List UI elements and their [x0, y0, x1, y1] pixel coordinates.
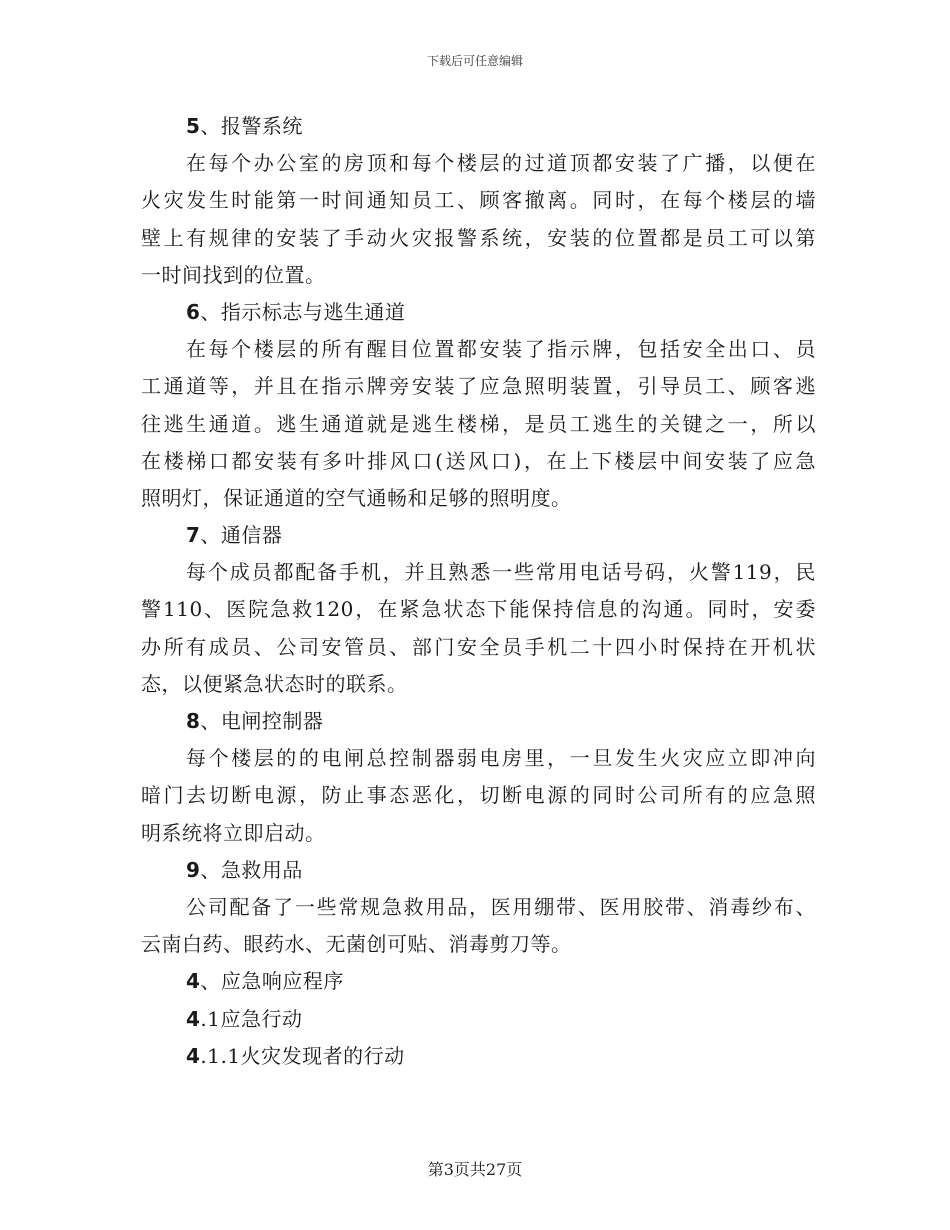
paragraph-line: 云南白药、眼药水、无菌创可贴、消毒剪刀等。 [141, 932, 572, 957]
section-heading: 7、通信器 [186, 523, 283, 548]
paragraph-line: 火灾发生时能第一时间通知员工、顾客撤离。同时，在每个楼层的墙 [141, 188, 816, 213]
paragraph-line: 暗门去切断电源，防止事态恶化，切断电源的同时公司所有的应急照 [141, 783, 816, 808]
page-number-footer: 第3页共27页 [427, 1160, 523, 1179]
paragraph-line: 每个楼层的的电闸总控制器弱电房里，一旦发生火灾应立即冲向 [186, 746, 816, 771]
paragraph-line: 态，以便紧急状态时的联系。 [141, 671, 408, 696]
paragraph-line: 工通道等，并且在指示牌旁安装了应急照明装置，引导员工、顾客逃 [141, 374, 816, 399]
paragraph-line: 在楼梯口都安装有多叶排风口(送风口)，在上下楼层中间安装了应急 [141, 448, 816, 473]
paragraph-line: 壁上有规律的安装了手动火灾报警系统，安装的位置都是员工可以第 [141, 225, 816, 250]
paragraph-line: 一时间找到的位置。 [141, 262, 326, 287]
paragraph-line: 明系统将立即启动。 [141, 820, 326, 845]
subsection-heading: 4.1.1火灾发现者的行动 [186, 1043, 405, 1068]
paragraph-line: 在每个楼层的所有醒目位置都安装了指示牌，包括安全出口、员 [186, 337, 816, 362]
paragraph-line: 每个成员都配备手机，并且熟悉一些常用电话号码，火警119，民 [186, 560, 816, 585]
paragraph-line: 往逃生通道。逃生通道就是逃生楼梯，是员工逃生的关键之一，所以 [141, 411, 816, 436]
paragraph-line: 照明灯，保证通道的空气通畅和足够的照明度。 [141, 485, 572, 510]
header-note: 下载后可任意编辑 [426, 54, 523, 68]
paragraph-line: 公司配备了一些常规急救用品，医用绷带、医用胶带、消毒纱布、 [186, 894, 816, 919]
section-heading: 9、急救用品 [186, 857, 303, 882]
section-heading: 5、报警系统 [186, 114, 303, 138]
document-body [141, 108, 816, 1075]
section-heading: 4、应急响应程序 [186, 969, 344, 994]
paragraph-line: 在每个办公室的房顶和每个楼层的过道顶都安装了广播，以便在 [186, 151, 816, 176]
section-heading: 8、电闸控制器 [186, 709, 324, 733]
paragraph-line: 警110、医院急救120，在紧急状态下能保持信息的沟通。同时，安委 [141, 597, 816, 622]
section-heading: 6、指示标志与逃生通道 [186, 299, 406, 324]
subsection-heading: 4.1应急行动 [186, 1006, 303, 1031]
paragraph-line: 办所有成员、公司安管员、部门安全员手机二十四小时保持在开机状 [141, 634, 816, 659]
